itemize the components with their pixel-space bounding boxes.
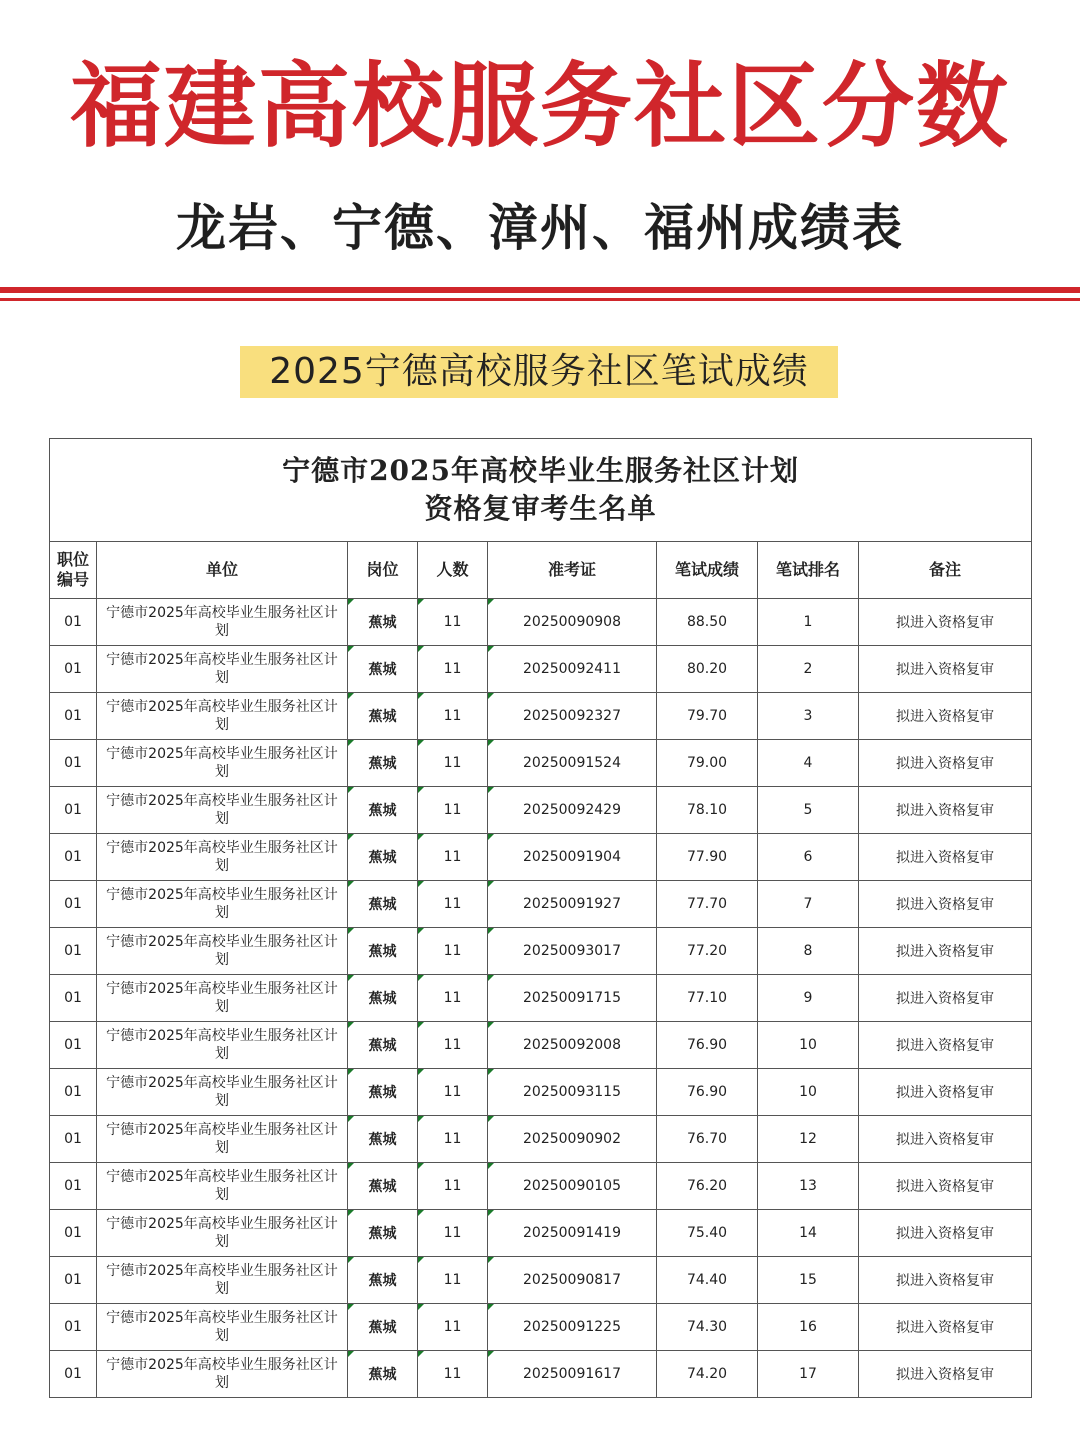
cell-post: 蕉城 [348,1304,418,1351]
cell-code: 01 [50,1163,97,1210]
cell-unit-text: 划 [215,623,229,639]
cell-unit-text: 宁德市2025年高校毕业生服务社区计 [106,887,338,903]
col-header-code-line1: 职位 [56,550,89,569]
cell-rank: 8 [758,928,859,975]
cell-score: 75.40 [657,1210,758,1257]
cell-count: 11 [418,693,488,740]
cell-unit-text: 宁德市2025年高校毕业生服务社区计 [106,699,338,715]
cell-unit-text: 划 [215,1234,229,1250]
cell-code: 01 [50,599,97,646]
col-header-rank: 笔试排名 [758,542,859,599]
table-body [50,599,1032,1398]
cell-rank: 14 [758,1210,859,1257]
cell-note: 拟进入资格复审 [859,834,1032,881]
table-row [50,740,1032,787]
table-row [50,693,1032,740]
cell-unit-text: 宁德市2025年高校毕业生服务社区计 [106,1075,338,1091]
cell-ticket: 20250091617 [488,1351,657,1398]
cell-score: 76.20 [657,1163,758,1210]
cell-unit-text: 宁德市2025年高校毕业生服务社区计 [106,1263,338,1279]
cell-rank: 2 [758,646,859,693]
cell-rank: 7 [758,881,859,928]
cell-code: 01 [50,881,97,928]
table-row [50,1022,1032,1069]
cell-code: 01 [50,1069,97,1116]
cell-code: 01 [50,1022,97,1069]
table-row [50,881,1032,928]
col-header-note: 备注 [859,542,1032,599]
cell-score: 77.20 [657,928,758,975]
cell-unit-text: 划 [215,1187,229,1203]
cell-score: 77.90 [657,834,758,881]
cell-ticket: 20250090908 [488,599,657,646]
cell-unit-text: 划 [215,905,229,921]
cell-count: 11 [418,1022,488,1069]
cell-note: 拟进入资格复审 [859,693,1032,740]
cell-note: 拟进入资格复审 [859,1069,1032,1116]
cell-note: 拟进入资格复审 [859,1304,1032,1351]
table-row [50,1069,1032,1116]
cell-post: 蕉城 [348,881,418,928]
document-title-line2: 资格复审考生名单 [424,492,657,525]
cell-unit-text: 宁德市2025年高校毕业生服务社区计 [106,1357,338,1373]
cell-rank: 6 [758,834,859,881]
cell-score: 77.10 [657,975,758,1022]
cell-post: 蕉城 [348,599,418,646]
cell-ticket: 20250091927 [488,881,657,928]
cell-rank: 12 [758,1116,859,1163]
cell-post: 蕉城 [348,928,418,975]
cell-post: 蕉城 [348,646,418,693]
document-title [50,439,1032,542]
cell-count: 11 [418,599,488,646]
cell-unit [97,881,348,928]
cell-unit-text: 宁德市2025年高校毕业生服务社区计 [106,1310,338,1326]
cell-post: 蕉城 [348,1210,418,1257]
cell-count: 11 [418,975,488,1022]
cell-unit [97,834,348,881]
cell-unit-text: 划 [215,764,229,780]
cell-ticket: 20250091419 [488,1210,657,1257]
cell-count: 11 [418,646,488,693]
divider-thin [0,298,1080,301]
result-table [49,438,1032,1398]
cell-unit-text: 宁德市2025年高校毕业生服务社区计 [106,1216,338,1232]
cell-note: 拟进入资格复审 [859,1257,1032,1304]
cell-unit [97,1257,348,1304]
cell-unit [97,1116,348,1163]
cell-unit-text: 宁德市2025年高校毕业生服务社区计 [106,1169,338,1185]
cell-ticket: 20250092008 [488,1022,657,1069]
cell-ticket: 20250092411 [488,646,657,693]
cell-unit-text: 宁德市2025年高校毕业生服务社区计 [106,605,338,621]
cell-unit-text: 划 [215,1375,229,1391]
cell-unit-text: 宁德市2025年高校毕业生服务社区计 [106,652,338,668]
cell-rank: 1 [758,599,859,646]
table-row [50,787,1032,834]
cell-ticket: 20250092327 [488,693,657,740]
cell-score: 77.70 [657,881,758,928]
cell-code: 01 [50,1351,97,1398]
cell-score: 74.20 [657,1351,758,1398]
cell-unit [97,693,348,740]
cell-unit-text: 划 [215,717,229,733]
page-title: 福建高校服务社区分数 [69,53,1010,160]
cell-rank: 10 [758,1022,859,1069]
cell-score: 78.10 [657,787,758,834]
cell-unit-text: 宁德市2025年高校毕业生服务社区计 [106,793,338,809]
cell-score: 74.30 [657,1304,758,1351]
cell-unit [97,599,348,646]
page-subtitle: 龙岩、宁德、漳州、福州成绩表 [176,199,904,257]
section-label: 2025宁德高校服务社区笔试成绩 [240,346,838,398]
cell-ticket: 20250092429 [488,787,657,834]
cell-unit-text: 划 [215,1046,229,1062]
cell-count: 11 [418,1257,488,1304]
table-header-row [50,542,1032,599]
cell-ticket: 20250090817 [488,1257,657,1304]
cell-code: 01 [50,834,97,881]
col-header-count: 人数 [418,542,488,599]
cell-score: 76.70 [657,1116,758,1163]
table-row [50,1163,1032,1210]
cell-rank: 13 [758,1163,859,1210]
table-row [50,1210,1032,1257]
cell-post: 蕉城 [348,1116,418,1163]
cell-count: 11 [418,1210,488,1257]
cell-note: 拟进入资格复审 [859,740,1032,787]
table-row [50,1257,1032,1304]
cell-unit-text: 划 [215,1281,229,1297]
table-row [50,646,1032,693]
cell-ticket: 20250091715 [488,975,657,1022]
cell-note: 拟进入资格复审 [859,1163,1032,1210]
cell-code: 01 [50,1116,97,1163]
cell-unit-text: 宁德市2025年高校毕业生服务社区计 [106,1028,338,1044]
cell-rank: 9 [758,975,859,1022]
cell-ticket: 20250091904 [488,834,657,881]
cell-rank: 4 [758,740,859,787]
cell-score: 80.20 [657,646,758,693]
cell-unit [97,1069,348,1116]
table-row [50,1351,1032,1398]
table-row [50,599,1032,646]
col-header-post: 岗位 [348,542,418,599]
cell-count: 11 [418,1163,488,1210]
cell-rank: 16 [758,1304,859,1351]
cell-unit [97,1210,348,1257]
cell-note: 拟进入资格复审 [859,1116,1032,1163]
cell-note: 拟进入资格复审 [859,1210,1032,1257]
cell-post: 蕉城 [348,1022,418,1069]
cell-unit-text: 宁德市2025年高校毕业生服务社区计 [106,981,338,997]
cell-code: 01 [50,928,97,975]
cell-count: 11 [418,1351,488,1398]
cell-score: 76.90 [657,1022,758,1069]
cell-count: 11 [418,834,488,881]
cell-ticket: 20250091225 [488,1304,657,1351]
cell-rank: 3 [758,693,859,740]
cell-ticket: 20250090902 [488,1116,657,1163]
table-row [50,928,1032,975]
cell-post: 蕉城 [348,975,418,1022]
cell-unit [97,928,348,975]
cell-count: 11 [418,1069,488,1116]
cell-unit [97,740,348,787]
cell-code: 01 [50,646,97,693]
cell-code: 01 [50,740,97,787]
cell-count: 11 [418,881,488,928]
cell-post: 蕉城 [348,1163,418,1210]
cell-note: 拟进入资格复审 [859,1022,1032,1069]
cell-unit [97,1351,348,1398]
cell-unit-text: 宁德市2025年高校毕业生服务社区计 [106,840,338,856]
table-row [50,975,1032,1022]
cell-note: 拟进入资格复审 [859,787,1032,834]
cell-post: 蕉城 [348,693,418,740]
cell-unit-text: 划 [215,1328,229,1344]
cell-post: 蕉城 [348,1257,418,1304]
cell-post: 蕉城 [348,1351,418,1398]
cell-ticket: 20250090105 [488,1163,657,1210]
table-row [50,1116,1032,1163]
table-row [50,834,1032,881]
col-header-unit: 单位 [97,542,348,599]
cell-note: 拟进入资格复审 [859,599,1032,646]
cell-unit-text: 划 [215,811,229,827]
cell-rank: 10 [758,1069,859,1116]
col-header-ticket: 准考证 [488,542,657,599]
cell-unit [97,975,348,1022]
cell-post: 蕉城 [348,834,418,881]
cell-unit-text: 划 [215,999,229,1015]
cell-count: 11 [418,740,488,787]
cell-unit-text: 宁德市2025年高校毕业生服务社区计 [106,1122,338,1138]
cell-code: 01 [50,1304,97,1351]
cell-count: 11 [418,1116,488,1163]
divider-thick [0,287,1080,293]
cell-unit-text: 划 [215,952,229,968]
cell-unit-text: 划 [215,1093,229,1109]
cell-rank: 17 [758,1351,859,1398]
cell-post: 蕉城 [348,1069,418,1116]
cell-code: 01 [50,1257,97,1304]
cell-code: 01 [50,1210,97,1257]
cell-unit [97,787,348,834]
cell-unit-text: 宁德市2025年高校毕业生服务社区计 [106,934,338,950]
col-header-code-line2: 编号 [56,570,89,589]
cell-score: 79.00 [657,740,758,787]
cell-count: 11 [418,928,488,975]
cell-unit-text: 宁德市2025年高校毕业生服务社区计 [106,746,338,762]
cell-unit-text: 划 [215,858,229,874]
cell-unit [97,1304,348,1351]
cell-score: 79.70 [657,693,758,740]
col-header-score: 笔试成绩 [657,542,758,599]
cell-note: 拟进入资格复审 [859,646,1032,693]
cell-post: 蕉城 [348,787,418,834]
cell-count: 11 [418,787,488,834]
col-header-code [50,542,97,599]
cell-code: 01 [50,975,97,1022]
cell-score: 88.50 [657,599,758,646]
cell-code: 01 [50,693,97,740]
cell-unit [97,646,348,693]
cell-unit-text: 划 [215,670,229,686]
cell-note: 拟进入资格复审 [859,975,1032,1022]
cell-note: 拟进入资格复审 [859,881,1032,928]
cell-ticket: 20250093017 [488,928,657,975]
cell-rank: 5 [758,787,859,834]
cell-code: 01 [50,787,97,834]
cell-post: 蕉城 [348,740,418,787]
cell-ticket: 20250091524 [488,740,657,787]
cell-ticket: 20250093115 [488,1069,657,1116]
cell-unit [97,1163,348,1210]
document-title-line1: 宁德市2025年高校毕业生服务社区计划 [282,454,799,487]
cell-score: 76.90 [657,1069,758,1116]
cell-count: 11 [418,1304,488,1351]
cell-score: 74.40 [657,1257,758,1304]
cell-unit [97,1022,348,1069]
cell-unit-text: 划 [215,1140,229,1156]
cell-rank: 15 [758,1257,859,1304]
cell-note: 拟进入资格复审 [859,928,1032,975]
cell-note: 拟进入资格复审 [859,1351,1032,1398]
table-row [50,1304,1032,1351]
